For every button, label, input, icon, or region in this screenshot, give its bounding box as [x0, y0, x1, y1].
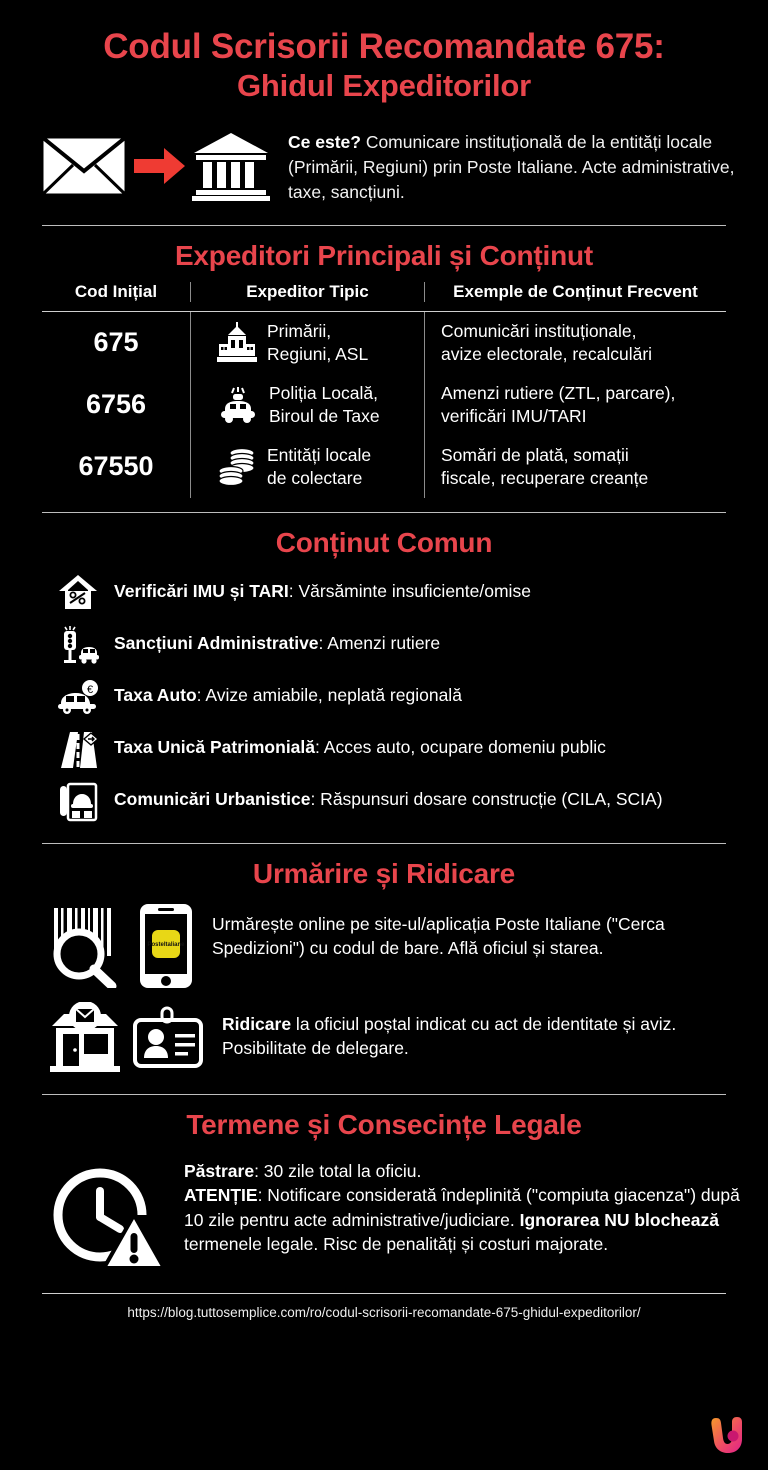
pickup-icon-group [46, 1002, 204, 1074]
legal-block [0, 1147, 768, 1281]
row-sender [190, 312, 424, 374]
pickup-rest: la oficiul poștal indicat cu act de identitate și aviz. Posibilitate de delegare. [222, 1013, 677, 1059]
barcode-magnifier-icon [46, 904, 130, 988]
table-row [42, 374, 726, 436]
legal-line1-bold: Păstrare [184, 1160, 255, 1181]
legal-line1-rest: : 30 zile total la oficiu. [254, 1160, 422, 1181]
row-sender-label [267, 444, 371, 489]
content-line-2: verificări IMU/TARI [441, 405, 587, 426]
row-code: 6756 [85, 389, 147, 420]
divider-4 [42, 1094, 726, 1095]
list-item-bold: Comunicări Urbanistice [114, 788, 311, 809]
svg-text:€: € [86, 683, 94, 696]
pickup-block [0, 996, 768, 1080]
app-label: PosteItaliane [147, 941, 185, 948]
row-sender-label [269, 382, 380, 427]
tracking-text: Urmărește online pe site-ul/aplicația Poste Italiane ("Cerca Spedizioni") cu codul de bare. Află oficiul și starea. [212, 913, 665, 959]
content-line-2: fiscale, recuperare creanțe [441, 467, 649, 488]
list-item-rest: : Acces auto, ocupare domeniu public [315, 736, 606, 757]
sender-line-2: Regiuni, ASL [267, 343, 369, 364]
tracking-section-heading: Urmărire și Ridicare [252, 857, 516, 889]
list-item-text [114, 729, 606, 759]
road-sign-icon [56, 729, 100, 769]
table-header-code: Cod Inițial [74, 281, 158, 301]
page-title [0, 0, 768, 116]
row-sender [190, 436, 424, 498]
pickup-text [222, 1002, 738, 1062]
pickup-bold: Ridicare [222, 1013, 292, 1034]
intro-icon-group [40, 131, 270, 201]
legal-line2-rest: : Notificare considerată îndeplinită ("compiuta giacenza") după 10 zile pentru acte administrative/judiciare. [184, 1185, 740, 1230]
legal-text [184, 1153, 742, 1257]
sender-line-2: Biroul de Taxe [269, 405, 380, 426]
common-content-list [0, 565, 768, 829]
table-header-row [42, 282, 726, 312]
legal-line2-bold2: Ignorarea NU blochează [519, 1209, 719, 1230]
smartphone-app-icon [138, 902, 194, 990]
police-car-icon [217, 385, 259, 425]
legal-line2-bold: ATENȚIE [184, 1185, 258, 1206]
envelope-icon [40, 135, 128, 197]
sender-line-1: Primării, [267, 321, 332, 342]
list-item [56, 619, 744, 671]
list-item-text [114, 625, 440, 655]
sender-line-1: Poliția Locală, [269, 383, 378, 404]
legal-line2-rest2: termenele legale. Risc de penalități și costuri majorate. [184, 1234, 609, 1255]
divider-1 [42, 225, 726, 226]
list-item-text [114, 677, 462, 707]
list-item [56, 567, 744, 619]
intro-lead: Ce este? [288, 132, 361, 153]
list-item-bold: Taxa Unică Patrimonială [114, 736, 316, 757]
senders-section-heading: Expeditori Principali și Conținut [174, 239, 594, 271]
content-line-1: Amenzi rutiere (ZTL, parcare), [441, 382, 676, 403]
id-card-icon [132, 1006, 204, 1070]
coins-stack-icon [217, 446, 257, 488]
list-item-rest: : Vărsăminte insuficiente/omise [288, 580, 531, 601]
divider-2 [42, 512, 726, 513]
intro-body: Comunicare instituțională de la entități locale (Primării, Regiuni) prin Poste Italiane. Acte administrative, taxe, sancțiuni. [288, 132, 735, 202]
traffic-light-car-icon [56, 625, 100, 665]
table-header-sender: Expeditor Tipic [190, 282, 424, 302]
list-item-rest: : Amenzi rutiere [318, 632, 441, 653]
list-item-bold: Verificări IMU și TARI [114, 580, 289, 601]
tracking-block [0, 896, 768, 996]
government-building-icon [217, 322, 257, 364]
post-office-icon [46, 1002, 124, 1074]
list-item [56, 775, 744, 827]
list-item-rest: : Răspunsuri dosare construcție (CILA, SCIA) [310, 788, 663, 809]
legal-section-heading: Termene și Consecințe Legale [186, 1108, 582, 1140]
intro-text [288, 128, 740, 205]
table-header-content: Exemple de Conținut Frecvent [424, 282, 726, 302]
title-line-1: Codul Scrisorii Recomandate 675: [103, 27, 665, 66]
list-item-bold: Sancțiuni Administrative [114, 632, 319, 653]
sender-line-1: Entități locale [267, 445, 372, 466]
clock-warning-icon [46, 1153, 164, 1273]
row-content [424, 312, 726, 374]
title-line-2: Ghidul Expeditorilor [237, 68, 531, 104]
content-line-1: Comunicări instituționale, [441, 320, 637, 341]
senders-table [42, 282, 726, 498]
row-content [424, 374, 726, 436]
construction-permit-icon [56, 781, 100, 821]
list-item-bold: Taxa Auto [114, 684, 197, 705]
footer-url[interactable]: https://blog.tuttosemplice.com/ro/codul-scrisorii-recomandate-675-ghidul-expeditorilor/ [127, 1304, 641, 1320]
content-line-2: avize electorale, recalculări [441, 343, 653, 364]
house-percent-icon [56, 573, 100, 613]
sender-line-2: de colectare [267, 467, 363, 488]
row-sender-label [267, 320, 368, 365]
divider-3 [42, 843, 726, 844]
table-row [42, 436, 726, 498]
car-euro-icon [56, 677, 100, 717]
brand-logo-icon [706, 1412, 750, 1456]
table-row [42, 312, 726, 374]
tracking-icon-group [46, 902, 194, 990]
list-item-text [114, 781, 663, 811]
arrow-right-icon [134, 146, 186, 186]
list-item-rest: : Avize amiabile, neplată regională [196, 684, 462, 705]
row-sender [190, 374, 424, 436]
row-content [424, 436, 726, 498]
government-building-icon [192, 131, 270, 201]
list-item [56, 723, 744, 775]
list-item [56, 671, 744, 723]
list-item-text [114, 573, 531, 603]
intro-block [0, 116, 768, 211]
common-content-heading: Conținut Comun [275, 526, 493, 558]
content-line-1: Somări de plată, somații [441, 444, 629, 465]
row-code: 675 [93, 327, 139, 358]
row-code: 67550 [78, 451, 154, 482]
